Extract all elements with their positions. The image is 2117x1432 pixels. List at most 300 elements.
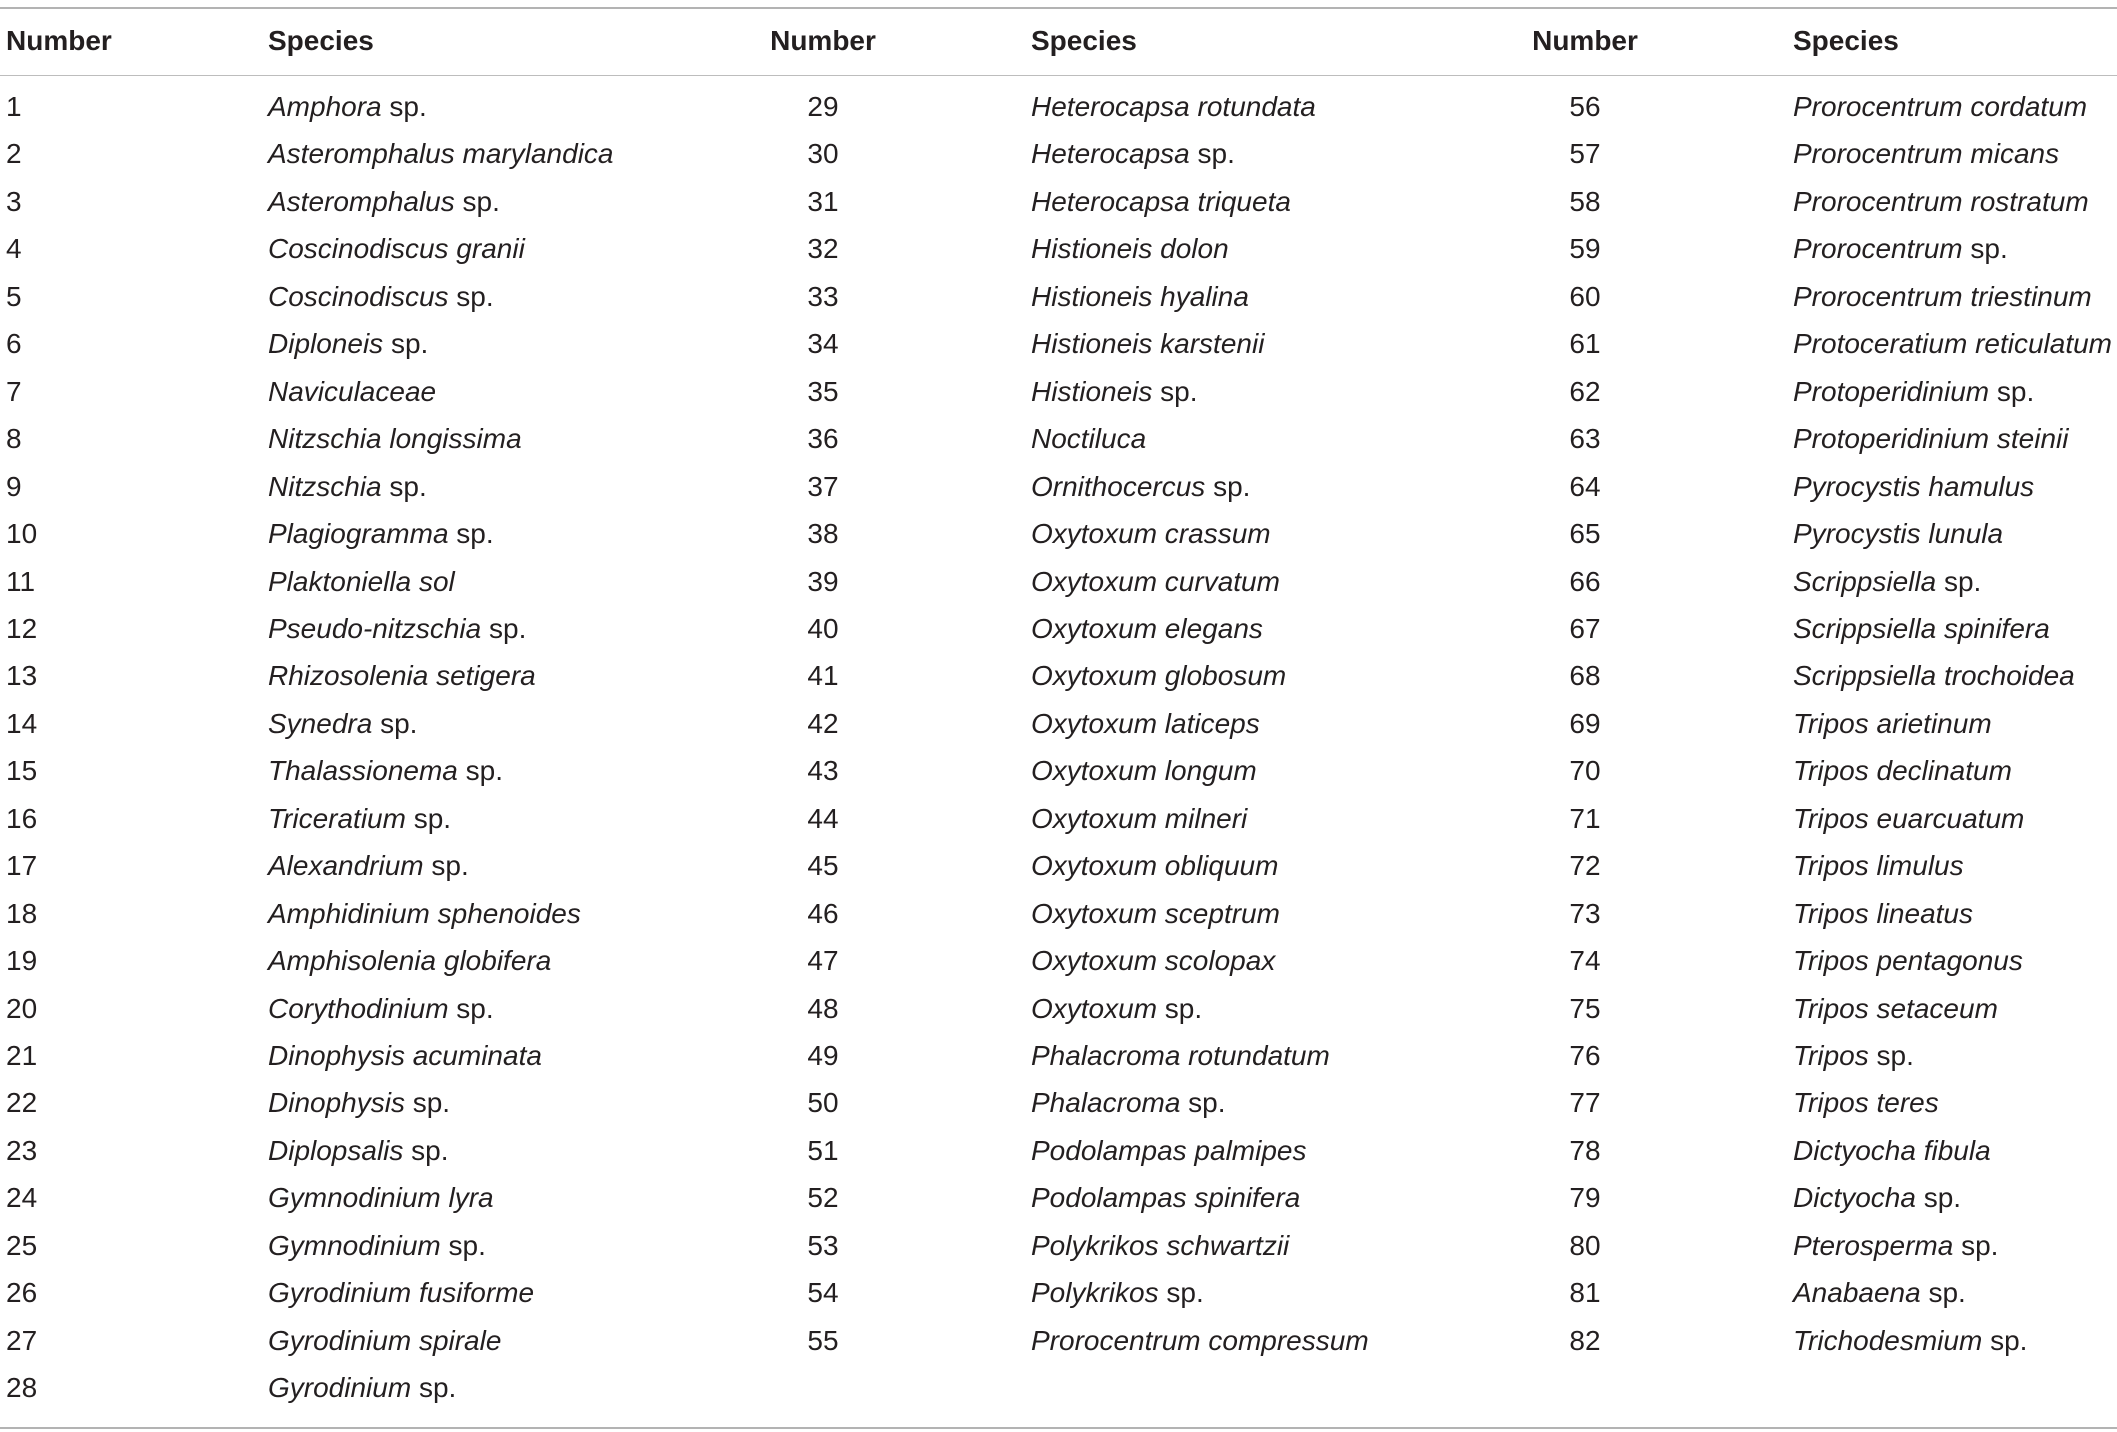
species-name: Dinophysis <box>268 1087 405 1119</box>
species-name: Dinophysis acuminata <box>268 1040 542 1071</box>
species-suffix: sp. <box>448 992 494 1024</box>
species-suffix: sp. <box>381 91 427 122</box>
cell-number: 75 <box>1569 992 1601 1024</box>
species-name: Phalacroma rotundatum <box>1031 1040 1330 1071</box>
species-name: Protoperidinium <box>1793 375 1990 407</box>
cell-number: 62 <box>1569 375 1601 407</box>
species-name: Thalassionema <box>268 755 458 787</box>
species-suffix: sp. <box>1982 1324 2028 1356</box>
species-suffix: sp. <box>454 185 500 217</box>
species-name: Anabaena <box>1793 1277 1921 1309</box>
cell-species <box>1793 937 2023 985</box>
species-name: Prorocentrum cordatum <box>1793 91 2088 122</box>
table-row <box>0 1174 2117 1222</box>
cell-number: 56 <box>1569 91 1601 122</box>
cell-species <box>1031 747 1257 795</box>
table-row <box>0 605 2117 653</box>
species-name: Gyrodinium fusiforme <box>268 1277 535 1309</box>
species-name: Diploneis <box>268 328 384 360</box>
species-suffix: sp. <box>1920 1277 1966 1309</box>
species-suffix: sp. <box>1205 470 1251 502</box>
species-suffix: sp. <box>423 850 469 882</box>
cell-species <box>268 890 581 938</box>
table-row <box>0 1269 2117 1317</box>
table-row <box>0 83 2117 131</box>
cell-number: 18 <box>6 897 38 929</box>
cell-species <box>1031 273 1249 321</box>
cell-number: 15 <box>6 755 38 787</box>
species-name: Oxytoxum scolopax <box>1031 945 1276 977</box>
species-name: Coscinodiscus <box>268 280 449 312</box>
cell-species <box>1031 510 1271 558</box>
species-name: Protoperidinium steinii <box>1793 423 2069 455</box>
species-name: Polykrikos schwartzii <box>1031 1229 1290 1261</box>
cell-species <box>268 1174 494 1222</box>
cell-species <box>268 130 614 178</box>
cell-number: 20 <box>6 992 38 1024</box>
cell-number: 76 <box>1569 1040 1601 1071</box>
cell-species <box>268 605 526 653</box>
species-suffix: sp. <box>457 755 504 787</box>
cell-species <box>268 700 417 748</box>
cell-species <box>1793 1222 1998 1270</box>
species-name: Tripos teres <box>1793 1087 1939 1119</box>
cell-species <box>1793 652 2075 700</box>
cell-species <box>1793 700 1992 748</box>
cell-number: 57 <box>1569 138 1601 170</box>
cell-number: 53 <box>807 1229 839 1261</box>
table-row <box>0 842 2117 890</box>
table-row <box>0 795 2117 843</box>
cell-number: 22 <box>6 1087 38 1119</box>
cell-species <box>1793 463 2034 511</box>
species-name: Alexandrium <box>268 850 424 882</box>
cell-species <box>1031 1127 1307 1175</box>
cell-number: 3 <box>6 185 22 217</box>
species-name: Heterocapsa rotundata <box>1031 91 1316 122</box>
cell-number: 32 <box>807 233 839 265</box>
cell-species <box>268 558 455 606</box>
table-row <box>0 558 2117 606</box>
table-row <box>0 1032 2117 1080</box>
cell-number: 33 <box>807 280 839 312</box>
cell-species <box>268 1269 534 1317</box>
species-suffix: sp. <box>448 518 494 550</box>
cell-species <box>268 747 503 795</box>
species-name: Oxytoxum sceptrum <box>1031 897 1280 929</box>
cell-number: 47 <box>807 945 839 977</box>
cell-number: 36 <box>807 423 839 455</box>
cell-species <box>1031 795 1247 843</box>
species-suffix: sp. <box>448 280 494 312</box>
species-name: Trichodesmium <box>1793 1324 1983 1356</box>
cell-number: 49 <box>807 1040 839 1071</box>
species-name: Tripos <box>1793 1040 1869 1071</box>
cell-number: 24 <box>6 1182 38 1214</box>
header-species-1: Species <box>268 25 374 56</box>
table-header-rule <box>0 75 2117 76</box>
species-suffix: sp. <box>1152 375 1198 407</box>
cell-species <box>1793 1174 1961 1222</box>
cell-species <box>1031 605 1263 653</box>
species-name: Oxytoxum obliquum <box>1031 850 1279 882</box>
species-suffix: sp. <box>405 802 452 834</box>
cell-number: 80 <box>1569 1229 1601 1261</box>
species-name: Dictyocha <box>1793 1182 1916 1214</box>
cell-number: 31 <box>807 185 839 217</box>
species-suffix: sp. <box>381 470 427 502</box>
species-name: Nitzschia longissima <box>268 423 522 455</box>
cell-number: 69 <box>1569 707 1601 739</box>
cell-number: 30 <box>807 138 839 170</box>
species-name: Prorocentrum rostratum <box>1793 185 2089 217</box>
cell-number: 12 <box>6 612 38 644</box>
species-name: Scrippsiella spinifera <box>1793 612 2050 644</box>
cell-species <box>268 83 427 131</box>
cell-species <box>1031 1269 1204 1317</box>
table-row <box>0 937 2117 985</box>
species-suffix: sp. <box>1157 992 1203 1024</box>
cell-number: 41 <box>807 660 839 692</box>
cell-species <box>1793 747 2012 795</box>
species-name: Oxytoxum globosum <box>1031 660 1287 692</box>
species-name: Histioneis <box>1031 375 1153 407</box>
cell-number: 1 <box>6 91 22 122</box>
cell-number: 5 <box>6 280 22 312</box>
species-name: Naviculaceae <box>268 375 437 407</box>
cell-species <box>268 368 436 416</box>
species-name: Synedra <box>268 707 373 739</box>
header-number-3: Number <box>1532 25 1638 56</box>
cell-number: 7 <box>6 375 22 407</box>
species-suffix: sp. <box>1868 1040 1914 1071</box>
cell-species <box>1031 83 1316 131</box>
table-row <box>0 130 2117 178</box>
cell-species <box>1031 130 1235 178</box>
cell-species <box>1793 225 2008 273</box>
species-suffix: sp. <box>411 1372 457 1404</box>
cell-species <box>1793 985 1998 1033</box>
species-suffix: sp. <box>404 1087 451 1119</box>
species-suffix: sp. <box>1915 1182 1962 1214</box>
table-bottom-rule <box>0 1427 2117 1429</box>
cell-number: 73 <box>1569 897 1601 929</box>
species-name: Rhizosolenia setigera <box>268 660 536 692</box>
cell-species <box>1031 1317 1369 1365</box>
header-species-3: Species <box>1793 25 1899 56</box>
cell-species <box>268 225 525 273</box>
species-name: Polykrikos <box>1031 1277 1159 1309</box>
cell-number: 66 <box>1569 565 1601 597</box>
cell-number: 79 <box>1569 1182 1601 1214</box>
species-name: Scrippsiella <box>1793 565 1937 597</box>
table-row <box>0 463 2117 511</box>
cell-species <box>268 1317 501 1365</box>
species-name: Pyrocystis lunula <box>1793 518 2004 550</box>
species-name: Oxytoxum longum <box>1031 755 1257 787</box>
cell-species <box>1793 368 2034 416</box>
cell-species <box>1793 273 2092 321</box>
header-species-2: Species <box>1031 25 1137 56</box>
cell-species <box>1031 558 1280 606</box>
cell-number: 55 <box>807 1324 839 1356</box>
table-row <box>0 1127 2117 1175</box>
cell-species <box>1031 842 1278 890</box>
cell-species <box>1793 510 2003 558</box>
cell-number: 63 <box>1569 423 1601 455</box>
cell-number: 9 <box>6 470 22 502</box>
cell-number: 10 <box>6 518 38 550</box>
cell-species <box>1793 320 2112 368</box>
table-row <box>0 985 2117 1033</box>
table-row <box>0 273 2117 321</box>
cell-species <box>1031 463 1250 511</box>
cell-number: 48 <box>807 992 839 1024</box>
cell-species <box>1793 558 1981 606</box>
cell-number: 77 <box>1569 1087 1601 1119</box>
species-name: Pseudo-nitzschia <box>268 612 482 644</box>
species-suffix: sp. <box>403 1134 449 1166</box>
cell-species <box>1793 130 2059 178</box>
cell-number: 34 <box>807 328 839 360</box>
cell-species <box>1793 795 2024 843</box>
cell-species <box>1031 225 1229 273</box>
cell-species <box>268 937 551 985</box>
cell-number: 45 <box>807 850 839 882</box>
species-suffix: sp. <box>1962 233 2008 265</box>
species-name: Oxytoxum elegans <box>1031 612 1263 644</box>
cell-species <box>1031 1222 1289 1270</box>
cell-species <box>268 1032 542 1080</box>
species-name: Asteromphalus marylandica <box>268 138 614 170</box>
species-name: Tripos setaceum <box>1793 992 1998 1024</box>
species-name: Tripos limulus <box>1793 850 1964 882</box>
cell-number: 40 <box>807 612 839 644</box>
cell-species <box>268 415 522 463</box>
table-row <box>0 415 2117 463</box>
cell-number: 71 <box>1569 802 1601 834</box>
species-suffix: sp. <box>1936 565 1982 597</box>
cell-number: 81 <box>1569 1277 1601 1309</box>
cell-species <box>1793 178 2089 226</box>
cell-species <box>268 1079 450 1127</box>
cell-species <box>1793 1317 2027 1365</box>
cell-species <box>268 985 494 1033</box>
cell-number: 51 <box>807 1134 839 1166</box>
cell-species <box>268 320 428 368</box>
species-name: Scrippsiella trochoidea <box>1793 660 2075 692</box>
cell-number: 14 <box>6 707 38 739</box>
cell-number: 52 <box>807 1182 839 1214</box>
cell-number: 2 <box>6 138 22 170</box>
table-row <box>0 890 2117 938</box>
species-name: Pyrocystis hamulus <box>1793 470 2035 502</box>
cell-species <box>268 178 500 226</box>
header-number-2: Number <box>770 25 876 56</box>
cell-number: 70 <box>1569 755 1601 787</box>
cell-number: 28 <box>6 1372 38 1404</box>
cell-species <box>1031 937 1275 985</box>
cell-species <box>268 273 494 321</box>
species-name: Prorocentrum <box>1793 233 1963 265</box>
cell-number: 27 <box>6 1324 38 1356</box>
species-name: Gyrodinium <box>268 1372 412 1404</box>
species-name: Histioneis hyalina <box>1031 280 1249 312</box>
species-suffix: sp. <box>481 612 527 644</box>
species-name: Tripos arietinum <box>1793 707 1992 739</box>
species-name: Gyrodinium spirale <box>268 1324 502 1356</box>
cell-number: 19 <box>6 945 38 977</box>
cell-number: 46 <box>807 897 839 929</box>
cell-number: 44 <box>807 802 839 834</box>
cell-number: 78 <box>1569 1134 1601 1166</box>
species-name: Diplopsalis <box>268 1134 404 1166</box>
cell-number: 50 <box>807 1087 839 1119</box>
cell-species <box>1031 700 1260 748</box>
cell-number: 68 <box>1569 660 1601 692</box>
cell-species <box>268 510 494 558</box>
cell-number: 6 <box>6 328 22 360</box>
table-row <box>0 1317 2117 1365</box>
species-name: Histioneis dolon <box>1031 233 1229 265</box>
cell-species <box>1031 890 1280 938</box>
table-row <box>0 1079 2117 1127</box>
cell-number: 25 <box>6 1229 38 1261</box>
species-name: Tripos lineatus <box>1793 897 1974 929</box>
cell-species <box>1031 178 1291 226</box>
table-row <box>0 225 2117 273</box>
cell-number: 72 <box>1569 850 1601 882</box>
cell-species <box>1793 1032 1914 1080</box>
species-name: Amphisolenia globifera <box>268 945 552 977</box>
species-name: Gymnodinium lyra <box>268 1182 494 1214</box>
cell-species <box>268 1127 449 1175</box>
table-top-rule <box>0 7 2117 9</box>
cell-number: 17 <box>6 850 38 882</box>
species-name: Corythodinium <box>268 992 449 1024</box>
cell-species <box>1031 320 1264 368</box>
species-name: Histioneis karstenii <box>1031 328 1265 360</box>
cell-species <box>1031 1032 1330 1080</box>
cell-species <box>268 795 451 843</box>
cell-number: 67 <box>1569 612 1601 644</box>
table-row <box>0 368 2117 416</box>
cell-number: 26 <box>6 1277 38 1309</box>
table-row <box>0 178 2117 226</box>
species-suffix: sp. <box>1189 138 1235 170</box>
cell-number: 11 <box>6 565 36 597</box>
species-name: Plagiogramma <box>268 518 449 550</box>
cell-species <box>1793 842 1964 890</box>
cell-number: 64 <box>1569 470 1601 502</box>
cell-species <box>1793 890 1973 938</box>
species-name: Oxytoxum crassum <box>1031 518 1271 550</box>
species-name: Dictyocha fibula <box>1793 1134 1991 1166</box>
species-name: Oxytoxum laticeps <box>1031 707 1260 739</box>
species-name: Prorocentrum compressum <box>1031 1324 1369 1356</box>
cell-number: 74 <box>1569 945 1601 977</box>
cell-number: 61 <box>1569 328 1601 360</box>
species-name: Prorocentrum triestinum <box>1793 280 2092 312</box>
cell-number: 39 <box>807 565 839 597</box>
species-name: Oxytoxum curvatum <box>1031 565 1280 597</box>
table-row <box>0 320 2117 368</box>
cell-species <box>1031 415 1146 463</box>
cell-number: 43 <box>807 755 839 787</box>
species-suffix: sp. <box>372 707 418 739</box>
cell-number: 82 <box>1569 1324 1601 1356</box>
cell-number: 42 <box>807 707 839 739</box>
cell-number: 65 <box>1569 518 1601 550</box>
species-suffix: sp. <box>1989 375 2035 407</box>
cell-species <box>1793 605 2050 653</box>
cell-number: 23 <box>6 1134 38 1166</box>
table-row <box>0 510 2117 558</box>
cell-number: 58 <box>1569 185 1601 217</box>
cell-species <box>1793 1269 1966 1317</box>
cell-species <box>1793 83 2087 131</box>
species-name: Triceratium <box>268 802 406 834</box>
species-name: Podolampas palmipes <box>1031 1134 1307 1166</box>
table-row <box>0 1364 2117 1412</box>
species-name: Coscinodiscus granii <box>268 233 525 265</box>
species-name: Amphidinium sphenoides <box>268 897 581 929</box>
species-name: Oxytoxum milneri <box>1031 802 1248 834</box>
species-name: Pterosperma <box>1793 1229 1954 1261</box>
cell-species <box>268 1364 456 1412</box>
species-name: Phalacroma <box>1031 1087 1181 1119</box>
cell-number: 21 <box>6 1040 38 1071</box>
table-row <box>0 652 2117 700</box>
species-name: Amphora <box>268 91 382 122</box>
cell-number: 59 <box>1569 233 1601 265</box>
cell-number: 60 <box>1569 280 1601 312</box>
species-suffix: sp. <box>1180 1087 1226 1119</box>
cell-species <box>1031 652 1286 700</box>
cell-species <box>268 842 469 890</box>
species-name: Protoceratium reticulatum <box>1793 328 2113 360</box>
species-name: Tripos declinatum <box>1793 755 2012 787</box>
species-suffix: sp. <box>440 1229 486 1261</box>
cell-species <box>268 463 427 511</box>
species-name: Ornithocercus <box>1031 470 1206 502</box>
cell-species <box>1031 985 1202 1033</box>
species-name: Nitzschia <box>268 470 382 502</box>
cell-species <box>1031 1079 1226 1127</box>
table-row <box>0 700 2117 748</box>
species-name: Prorocentrum micans <box>1793 138 2060 170</box>
species-suffix: sp. <box>1953 1229 1999 1261</box>
species-suffix: sp. <box>383 328 429 360</box>
cell-number: 4 <box>6 233 22 265</box>
cell-number: 37 <box>807 470 839 502</box>
table-header-row <box>0 16 2117 66</box>
cell-number: 29 <box>807 91 839 122</box>
species-name: Heterocapsa <box>1031 138 1190 170</box>
table-row <box>0 747 2117 795</box>
species-name: Podolampas spinifera <box>1031 1182 1301 1214</box>
species-name: Gymnodinium <box>268 1229 441 1261</box>
cell-number: 16 <box>6 802 38 834</box>
cell-number: 35 <box>807 375 839 407</box>
cell-number: 38 <box>807 518 839 550</box>
cell-number: 13 <box>6 660 38 692</box>
species-name: Oxytoxum <box>1031 992 1158 1024</box>
species-name: Asteromphalus <box>268 185 455 217</box>
species-name: Tripos pentagonus <box>1793 945 2023 977</box>
cell-species <box>1793 1079 1939 1127</box>
cell-species <box>268 1222 486 1270</box>
